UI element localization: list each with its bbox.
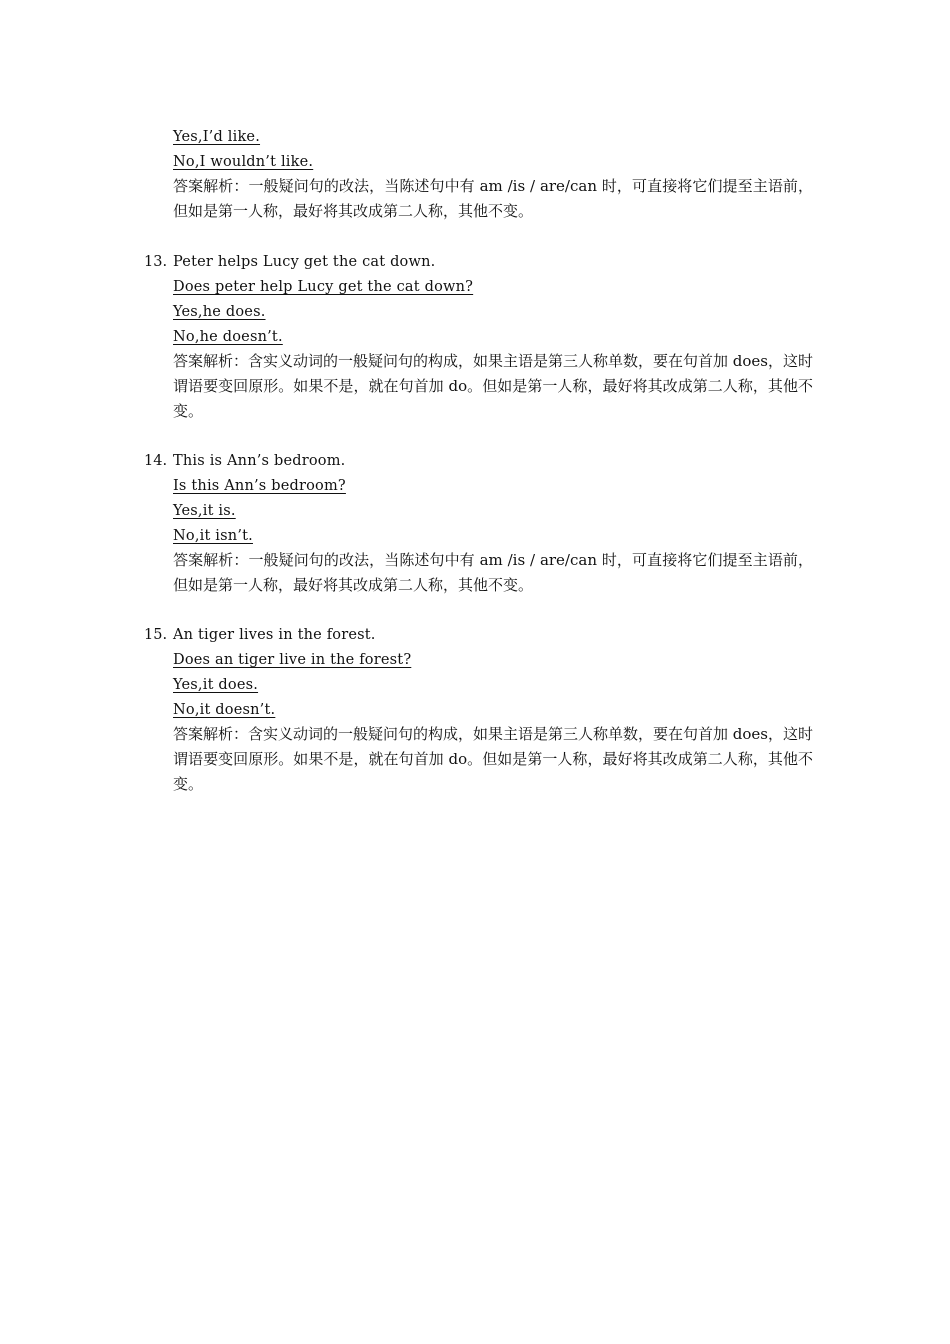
statement-13: Peter helps Lucy get the cat down.	[173, 254, 436, 270]
answer-no-13: No,he doesn’t.	[173, 329, 283, 345]
question-14: Is this Ann’s bedroom?	[173, 478, 346, 494]
explanation-12: 答案解析：一般疑问句的改法，当陈述句中有 am /is / are/can 时，可直接将它们提至主语前，但如是第一人称，最好将其改成第二人称，其他不变。	[173, 177, 813, 220]
answer-yes-12: Yes,I’d like.	[173, 129, 261, 145]
question-13: Does peter help Lucy get the cat down?	[173, 279, 474, 295]
question-number-15: 15.	[144, 627, 168, 643]
answer-yes-15: Yes,it does.	[173, 677, 259, 693]
question-number-13: 13.	[144, 254, 168, 270]
statement-14: This is Ann’s bedroom.	[173, 453, 346, 469]
explanation-15: 答案解析：含实义动词的一般疑问句的构成，如果主语是第三人称单数，要在句首加 does，这时谓语要变回原形。如果不是，就在句首加 do。但如是第一人称，最好将其改成第二人称，其他不变。	[173, 725, 813, 793]
explanation-13: 答案解析：含实义动词的一般疑问句的构成，如果主语是第三人称单数，要在句首加 does，这时谓语要变回原形。如果不是，就在句首加 do。但如是第一人称，最好将其改成第二人称，其他不变。	[173, 352, 813, 420]
answer-no-14: No,it isn’t.	[173, 528, 253, 544]
statement-15: An tiger lives in the forest.	[173, 627, 376, 643]
question-15: Does an tiger live in the forest?	[173, 652, 412, 668]
question-number-14: 14.	[144, 453, 168, 469]
explanation-14: 答案解析：一般疑问句的改法，当陈述句中有 am /is / are/can 时，可直接将它们提至主语前，但如是第一人称，最好将其改成第二人称，其他不变。	[173, 551, 813, 594]
answer-no-15: No,it doesn’t.	[173, 702, 276, 718]
answer-yes-14: Yes,it is.	[173, 503, 236, 519]
answer-no-12: No,I wouldn’t like.	[173, 154, 314, 170]
answer-yes-13: Yes,he does.	[173, 304, 266, 320]
